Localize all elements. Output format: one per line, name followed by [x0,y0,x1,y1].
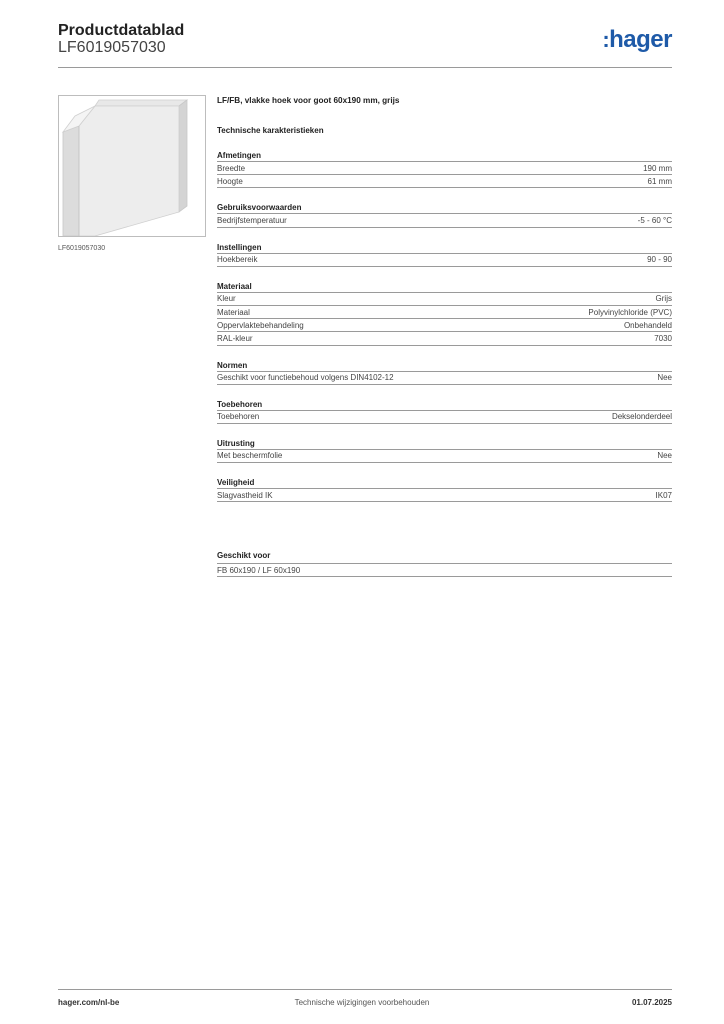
spec-label: Hoekbereik [217,255,258,265]
spec-row [217,253,672,266]
section-materiaal [217,282,672,346]
product-code: LF6019057030 [58,39,166,56]
cable-duct-corner-icon [59,96,205,236]
spec-row [217,161,672,174]
spec-label: RAL-kleur [217,333,253,343]
spec-row [217,174,672,187]
spec-label: Toebehoren [217,412,260,422]
specs-heading: Technische karakteristieken [217,126,324,135]
spec-content [217,96,672,502]
section-title: Afmetingen [217,151,261,160]
page-title: Productdatablad [58,22,185,39]
spec-row [217,371,672,384]
hager-logo: :hager [602,26,672,53]
spec-row [217,318,672,331]
section-title: Geschikt voor [217,551,271,560]
spec-value: 190 mm [643,163,672,173]
spec-value: Nee [657,451,672,461]
section-title: Veiligheid [217,478,255,488]
section-uitrusting [217,439,672,463]
footer-link[interactable]: hager.com/nl-be [58,998,120,1007]
section-title: Normen [217,360,248,370]
footer-note: Technische wijzigingen voorbehouden [294,998,430,1007]
footer-divider [58,989,672,990]
suitable-value: FB 60x190 / LF 60x190 [217,565,301,575]
spec-value: Nee [657,373,672,383]
spec-row [217,331,672,344]
spec-value: Dekselonderdeel [611,412,672,422]
spec-label: Met beschermfolie [217,451,283,461]
spec-label: Bedrijfstemperatuur [217,215,287,225]
section-title: Instellingen [217,242,262,252]
spec-value: Polyvinylchloride (PVC) [588,307,672,317]
product-image [58,95,206,237]
spec-row [217,410,672,423]
spec-label: Breedte [217,163,246,173]
image-caption: LF6019057030 [58,245,106,252]
section-veiligheid [217,478,672,502]
spec-label: Kleur [217,294,236,304]
spec-value: IK07 [655,490,672,500]
logo-text: hager [609,26,672,53]
spec-value: Grijs [655,294,672,304]
spec-row [217,305,672,318]
section-title: Toebehoren [217,399,263,409]
spec-row [217,213,672,226]
spec-value: Onbehandeld [623,320,672,330]
section-title: Materiaal [217,281,252,291]
spec-value: 90 - 90 [647,255,672,265]
spec-row [217,449,672,462]
spec-value: -5 - 60 °C [637,215,672,225]
spec-label: Materiaal [217,307,250,317]
spec-row [217,292,672,305]
section-gebruiksvoorwaarden [217,203,672,227]
section-normen [217,361,672,385]
spec-row [217,563,672,576]
spec-label: Oppervlaktebehandeling [217,320,304,330]
spec-label: Hoogte [217,176,243,186]
section-afmetingen [217,151,672,188]
footer-date: 01.07.2025 [631,998,672,1007]
spec-value: 7030 [654,333,672,343]
spec-label: Geschikt voor functiebehoud volgens DIN4102-12 [217,373,394,383]
spec-value: 61 mm [647,176,672,186]
section-toebehoren [217,400,672,424]
header-divider [58,67,672,68]
product-description: LF/FB, vlakke hoek voor goot 60x190 mm, grijs [217,96,400,105]
suitable-for-section [217,551,672,577]
section-title: Uitrusting [217,438,255,448]
spec-row [217,488,672,501]
spec-label: Slagvastheid IK [217,490,273,500]
section-title: Gebruiksvoorwaarden [217,203,302,213]
section-instellingen [217,243,672,267]
